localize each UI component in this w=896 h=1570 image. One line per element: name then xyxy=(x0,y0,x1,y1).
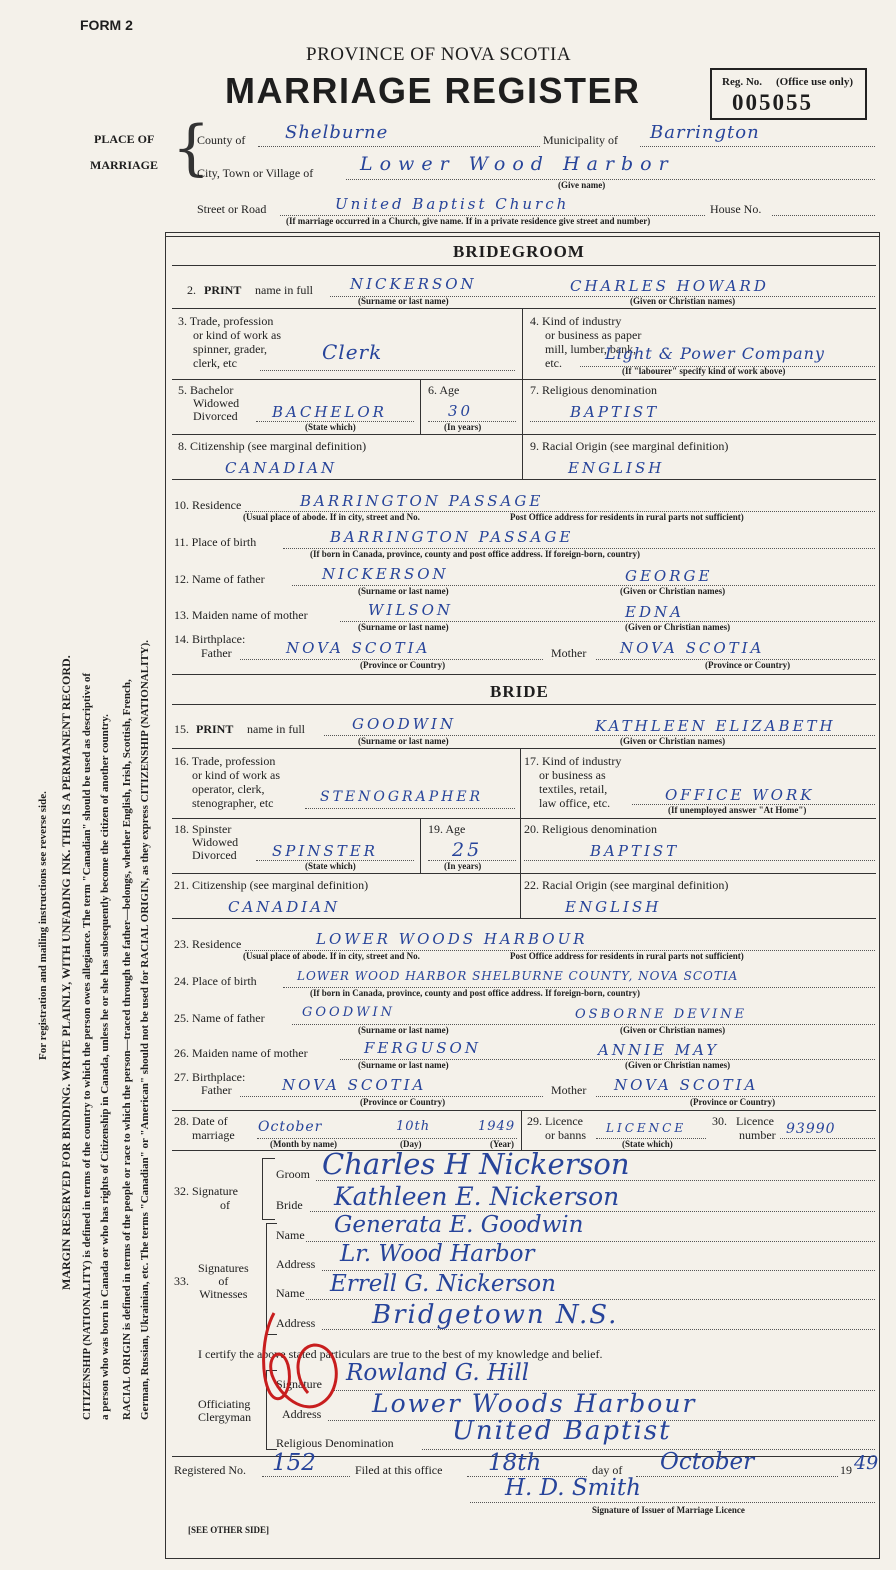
bride-mother-birthplace: NOVA SCOTIA xyxy=(614,1076,759,1094)
w2-address-label: Address xyxy=(276,1316,316,1330)
street-value: United Baptist Church xyxy=(335,195,570,213)
house-label: House No. xyxy=(710,202,762,216)
f16-label: 16. Trade, profession or kind of work as operator, clerk, stenographer, etc xyxy=(174,754,280,810)
bride-residence: LOWER WOODS HARBOUR xyxy=(316,930,588,948)
f14-prov-note-a: (Province or Country) xyxy=(360,660,446,670)
witness1-name: Generata E. Goodwin xyxy=(334,1212,584,1238)
f15-num: 15. xyxy=(174,722,189,736)
bride-surname: GOODWIN xyxy=(352,715,457,733)
denomination-label: Religious Denomination xyxy=(276,1436,394,1450)
bride-age-note: (In years) xyxy=(444,861,482,871)
f15-label: name in full xyxy=(247,722,305,736)
reg-number: 005055 xyxy=(732,90,813,115)
groom-residence-note-b: Post Office address for residents in rural parts not sufficient) xyxy=(510,512,744,522)
bride-father-given: OSBORNE DEVINE xyxy=(575,1007,748,1022)
f7-label: 7. Religious denomination xyxy=(530,383,657,397)
licence-number: 93990 xyxy=(786,1121,836,1137)
street-note: (If marriage occurred in a Church, give name. If in a private residence give street and number) xyxy=(286,216,651,226)
filed-year-prefix: 19 xyxy=(840,1463,852,1477)
f2-print: PRINT xyxy=(204,283,242,297)
f20-label: 20. Religious denomination xyxy=(524,822,657,836)
f27-mother-label: Mother xyxy=(551,1083,587,1097)
groom-surname-note: (Surname or last name) xyxy=(358,296,449,306)
groom-industry: Light & Power Company xyxy=(605,344,825,363)
licence-note: (State which) xyxy=(622,1139,673,1149)
groom-father-birthplace: NOVA SCOTIA xyxy=(286,639,431,657)
bride-industry: OFFICE WORK xyxy=(665,786,815,804)
bride-age: 25 xyxy=(452,839,483,861)
clergy-sig-label: Signature xyxy=(276,1377,322,1391)
bride-birthplace: LOWER WOOD HARBOR SHELBURNE COUNTY, NOVA SCOTIA xyxy=(297,969,739,983)
groom-residence-note-a: (Usual place of abode. If in city, street and No. xyxy=(243,512,420,522)
bride-heading: BRIDE xyxy=(490,682,549,701)
groom-origin: ENGLISH xyxy=(568,459,665,477)
bride-industry-note: (If unemployed answer "At Home") xyxy=(668,805,807,815)
registered-label: Registered No. xyxy=(174,1463,246,1477)
bride-sig-label: Bride xyxy=(276,1198,303,1212)
groom-trade: Clerk xyxy=(322,340,383,364)
marriage-month: October xyxy=(258,1119,323,1135)
municipality-label: Municipality of xyxy=(543,133,618,147)
day-of-label: day of xyxy=(592,1463,623,1477)
f28-label: 28. Date of marriage xyxy=(174,1114,235,1142)
w2-name-label: Name xyxy=(276,1286,305,1300)
f2-label: name in full xyxy=(255,283,313,297)
year-note: (Year) xyxy=(490,1139,514,1149)
clergy-address: Lower Woods Harbour xyxy=(372,1389,697,1418)
groom-residence: BARRINGTON PASSAGE xyxy=(300,492,544,510)
f12-surname-note: (Surname or last name) xyxy=(358,586,449,596)
f27-father-label: Father xyxy=(201,1083,232,1097)
margin-line-1: For registration and mailing instructions see reverse side. xyxy=(37,791,49,1060)
bride-given: KATHLEEN ELIZABETH xyxy=(595,717,836,735)
groom-religion: BAPTIST xyxy=(570,403,660,421)
reg-office-note: (Office use only) xyxy=(776,76,853,88)
groom-surname: NICKERSON xyxy=(350,275,477,293)
f19-label: 19. Age xyxy=(428,822,466,836)
clergy-signature: Rowland G. Hill xyxy=(346,1360,530,1386)
groom-industry-note: (If "labourer" specify kind of work above) xyxy=(622,366,786,376)
w1-address-label: Address xyxy=(276,1257,316,1271)
city-value: Lower Wood Harbor xyxy=(360,153,675,175)
bride-mother-surname: FERGUSON xyxy=(364,1039,481,1057)
f14-prov-note-b: (Province or Country) xyxy=(705,660,791,670)
issuer-signature: H. D. Smith xyxy=(505,1475,641,1501)
bride-citizenship: CANADIAN xyxy=(228,898,341,916)
county-label: County of xyxy=(197,133,246,147)
witness2-address: Bridgetown N.S. xyxy=(372,1300,619,1330)
f33-num: 33. xyxy=(174,1274,189,1288)
reg-number-box xyxy=(710,68,867,120)
f14-label: 14. Birthplace: xyxy=(174,632,246,646)
witness2-name: Errell G. Nickerson xyxy=(330,1271,556,1297)
f32-label: 32. Signature xyxy=(174,1184,238,1198)
reg-label: Reg. No. xyxy=(722,76,763,88)
issuer-label: Signature of Issuer of Marriage Licence xyxy=(592,1505,745,1515)
margin-line-4: a person who was born in Canada or who has rights of Citizenship in Canada, unless he or she has subsequently become the citizen of another country. xyxy=(99,714,111,1420)
f24-label: 24. Place of birth xyxy=(174,974,257,988)
f18-label: 18. Spinster Widowed Divorced xyxy=(174,822,239,862)
f26-surname-note: (Surname or last name) xyxy=(358,1060,449,1070)
bride-residence-note-a: (Usual place of abode. If in city, street and No. xyxy=(243,951,420,961)
bride-trade: STENOGRAPHER xyxy=(320,789,484,805)
see-other-side: [SEE OTHER SIDE] xyxy=(188,1525,270,1535)
groom-status-note: (State which) xyxy=(305,422,356,432)
groom-given-note: (Given or Christian names) xyxy=(630,296,736,306)
groom-father-given: GEORGE xyxy=(625,567,713,585)
bride-mother-given: ANNIE MAY xyxy=(598,1041,720,1059)
f25-label: 25. Name of father xyxy=(174,1011,265,1025)
f13-label: 13. Maiden name of mother xyxy=(174,608,308,622)
f3-label: 3. Trade, profession or kind of work as spinner, grader, clerk, etc xyxy=(178,314,281,370)
city-label: City, Town or Village of xyxy=(197,166,314,180)
f32-of: of xyxy=(220,1198,230,1212)
f21-label: 21. Citizenship (see marginal definition) xyxy=(174,878,369,892)
page-title: MARRIAGE REGISTER xyxy=(225,70,641,111)
licence-type: LICENCE xyxy=(606,1121,687,1135)
officiating-label: Officiating Clergyman xyxy=(198,1397,252,1424)
bride-status-note: (State which) xyxy=(305,861,356,871)
bride-father-birthplace: NOVA SCOTIA xyxy=(282,1076,427,1094)
margin-line-2: MARGIN RESERVED FOR BINDING. WRITE PLAINLY, WITH UNFADING INK. THIS IS A PERMANENT RECORD. xyxy=(59,655,73,1290)
groom-given: CHARLES HOWARD xyxy=(570,277,769,295)
bride-father-surname: GOODWIN xyxy=(302,1005,395,1020)
margin-line-3: CITIZENSHIP (NATIONALITY) is defined in terms of the country to which the person owes allegiance. The term "Canadian" should be used as descriptive of xyxy=(81,672,93,1420)
bride-religion: BAPTIST xyxy=(590,842,680,860)
filed-day: 18th xyxy=(488,1450,542,1476)
f27-prov-note-a: (Province or Country) xyxy=(360,1097,446,1107)
f4-label: 4. Kind of industry or business as paper mill, lumber, bank, etc. xyxy=(530,314,642,370)
bride-residence-note-b: Post Office address for residents in rural parts not sufficient) xyxy=(510,951,744,961)
groom-birth-note: (If born in Canada, province, county and post office address. If foreign-born, country) xyxy=(310,549,641,559)
province-heading: PROVINCE OF NOVA SCOTIA xyxy=(306,44,572,65)
certify-statement: I certify the above stated particulars are true to the best of my knowledge and belief. xyxy=(198,1347,603,1361)
f10-label: 10. Residence xyxy=(174,498,242,512)
groom-mother-surname: WILSON xyxy=(368,601,454,619)
f30-label: 30. Licence number xyxy=(712,1114,776,1142)
groom-signature: Charles H Nickerson xyxy=(322,1147,630,1181)
f5-label: 5. Bachelor Widowed Divorced xyxy=(178,383,240,423)
f33-label: Signatures of Witnesses xyxy=(198,1261,249,1301)
marriage-year: 1949 xyxy=(478,1119,516,1134)
f25-given-note: (Given or Christian names) xyxy=(620,1025,726,1035)
filed-year: 49 xyxy=(854,1452,879,1474)
marriage-day: 10th xyxy=(396,1119,431,1134)
groom-citizenship: CANADIAN xyxy=(225,459,338,477)
groom-father-surname: NICKERSON xyxy=(322,565,449,583)
f12-label: 12. Name of father xyxy=(174,572,265,586)
bride-origin: ENGLISH xyxy=(565,898,662,916)
bride-status: SPINSTER xyxy=(272,842,378,860)
groom-heading: BRIDEGROOM xyxy=(453,242,585,261)
bride-birth-note: (If born in Canada, province, county and post office address. If foreign-born, country) xyxy=(310,988,641,998)
f14-father-label: Father xyxy=(201,646,232,660)
place-heading-1: PLACE OF xyxy=(94,132,155,146)
form-number: FORM 2 xyxy=(80,17,133,33)
filed-label: Filed at this office xyxy=(355,1463,443,1477)
margin-line-6: German, Russian, Ukrainian, etc. The terms "Canadian" or "American" should not be used for RACIAL ORIGIN, as they express CITIZENSHIP (NATIONALITY). xyxy=(139,639,151,1420)
place-brace: { xyxy=(172,113,211,183)
f15-surname-note: (Surname or last name) xyxy=(358,736,449,746)
groom-mother-birthplace: NOVA SCOTIA xyxy=(620,639,765,657)
clergy-address-label: Address xyxy=(282,1407,322,1421)
registered-number: 152 xyxy=(272,1450,316,1476)
witness1-address: Lr. Wood Harbor xyxy=(340,1241,535,1267)
f13-surname-note: (Surname or last name) xyxy=(358,622,449,632)
f2-num: 2. xyxy=(187,283,196,297)
f11-label: 11. Place of birth xyxy=(174,535,257,549)
month-note: (Month by name) xyxy=(270,1139,337,1149)
margin-line-5: RACIAL ORIGIN is defined in terms of the people or race to which the person—traced through the father—belongs, whether English, Irish, Scottish, French, xyxy=(121,679,133,1420)
f15-given-note: (Given or Christian names) xyxy=(620,736,726,746)
groom-mother-given: EDNA xyxy=(625,603,684,621)
bride-signature: Kathleen E. Nickerson xyxy=(334,1182,620,1211)
f25-surname-note: (Surname or last name) xyxy=(358,1025,449,1035)
groom-age: 30 xyxy=(448,402,474,420)
groom-birthplace: BARRINGTON PASSAGE xyxy=(330,528,574,546)
f29-label: 29. Licence or banns xyxy=(527,1114,586,1142)
f27-prov-note-b: (Province or Country) xyxy=(690,1097,776,1107)
f15-print: PRINT xyxy=(196,722,234,736)
street-label: Street or Road xyxy=(197,202,267,216)
f22-label: 22. Racial Origin (see marginal definition) xyxy=(524,878,729,892)
f17-label: 17. Kind of industry or business as textiles, retail, law office, etc. xyxy=(524,754,622,810)
give-name-note: (Give name) xyxy=(558,180,606,190)
county-value: Shelburne xyxy=(285,122,389,143)
filed-month: October xyxy=(660,1449,755,1475)
f27-label: 27. Birthplace: xyxy=(174,1070,246,1084)
day-note: (Day) xyxy=(400,1139,422,1149)
f26-label: 26. Maiden name of mother xyxy=(174,1046,308,1060)
red-check-mark xyxy=(252,1305,347,1425)
denomination-value: United Baptist xyxy=(452,1416,672,1446)
w1-name-label: Name xyxy=(276,1228,305,1242)
place-heading-2: MARRIAGE xyxy=(90,158,158,172)
f6-label: 6. Age xyxy=(428,383,460,397)
f12-given-note: (Given or Christian names) xyxy=(620,586,726,596)
f8-label: 8. Citizenship (see marginal definition) xyxy=(178,439,367,453)
municipality-value: Barrington xyxy=(650,122,760,143)
f23-label: 23. Residence xyxy=(174,937,242,951)
f26-given-note: (Given or Christian names) xyxy=(625,1060,731,1070)
groom-status: BACHELOR xyxy=(272,403,387,421)
f13-given-note: (Given or Christian names) xyxy=(625,622,731,632)
groom-sig-label: Groom xyxy=(276,1167,310,1181)
f9-label: 9. Racial Origin (see marginal definition) xyxy=(530,439,729,453)
groom-age-note: (In years) xyxy=(444,422,482,432)
f14-mother-label: Mother xyxy=(551,646,587,660)
